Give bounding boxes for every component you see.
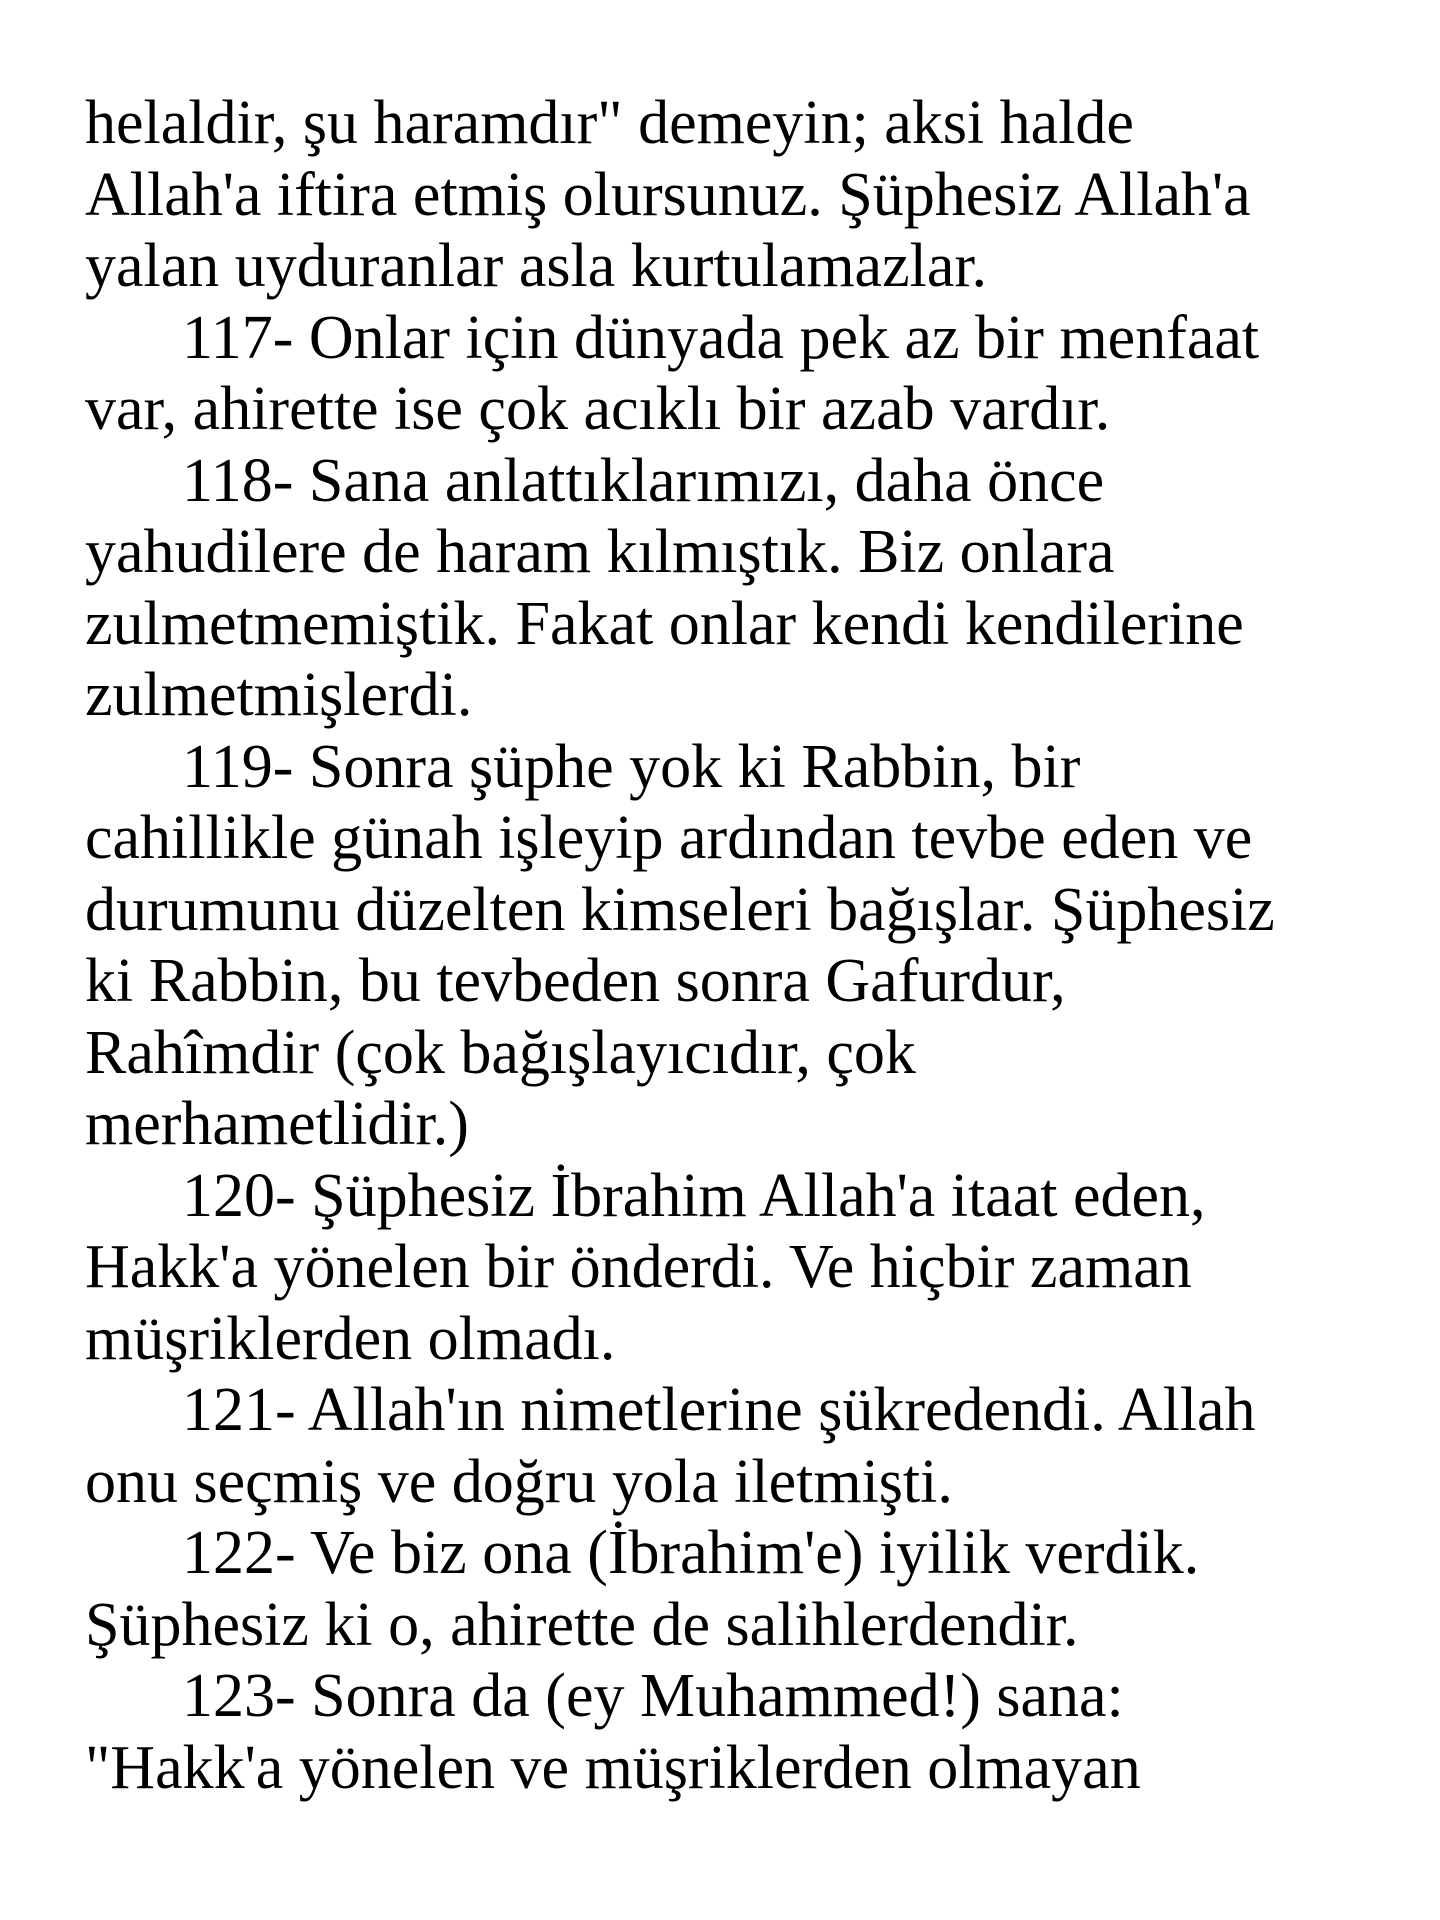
verse-121-start: 121- Allah'ın nimetlerine şükredendi. Allah	[182, 1376, 1256, 1444]
verse-118-start: 118- Sana anlattıklarımızı, daha önce	[182, 446, 1105, 515]
text-line: Rahîmdir (çok bağışlayıcıdır, çok	[85, 1018, 916, 1087]
verse-117-start: 117- Onlar için dünyada pek az bir menfaat	[182, 303, 1260, 372]
text-line: zulmetmişlerdi.	[85, 661, 473, 729]
text-line: durumunu düzelten kimseleri bağışlar. Şüphesiz	[85, 875, 1275, 944]
verse-119-start: 119- Sonra şüphe yok ki Rabbin, bir	[182, 732, 1081, 801]
text-line: zulmetmemiştik. Fakat onlar kendi kendilerine	[85, 589, 1244, 658]
text-line: ki Rabbin, bu tevbeden sonra Gafurdur,	[85, 947, 1066, 1015]
text-line: helaldir, şu haramdır" demeyin; aksi halde	[85, 89, 1134, 157]
text-line: yalan uyduranlar asla kurtulamazlar.	[85, 232, 988, 300]
text-line: cahillikle günah işleyip ardından tevbe eden ve	[85, 804, 1253, 872]
text-line: Şüphesiz ki o, ahirette de salihlerdendir.	[85, 1590, 1079, 1659]
verse-120-start: 120- Şüphesiz İbrahim Allah'a itaat eden,	[182, 1161, 1206, 1230]
text-line: Hakk'a yönelen bir önderdi. Ve hiçbir zaman	[85, 1233, 1192, 1301]
text-line: var, ahirette ise çok acıklı bir azab vardır.	[85, 375, 1111, 443]
text-line: Allah'a iftira etmiş olursunuz. Şüphesiz Allah'a	[85, 160, 1251, 229]
text-line: "Hakk'a yönelen ve müşriklerden olmayan	[85, 1733, 1141, 1802]
document-page	[85, 88, 1405, 1804]
text-line: onu seçmiş ve doğru yola iletmişti.	[85, 1447, 953, 1516]
verse-122-start: 122- Ve biz ona (İbrahim'e) iyilik verdik.	[182, 1519, 1200, 1587]
text-line: yahudilere de haram kılmıştık. Biz onlara	[85, 518, 1115, 586]
text-line: müşriklerden olmadı.	[85, 1304, 616, 1373]
verse-123-start: 123- Sonra da (ey Muhammed!) sana:	[182, 1662, 1124, 1730]
text-line: merhametlidir.)	[85, 1090, 469, 1158]
